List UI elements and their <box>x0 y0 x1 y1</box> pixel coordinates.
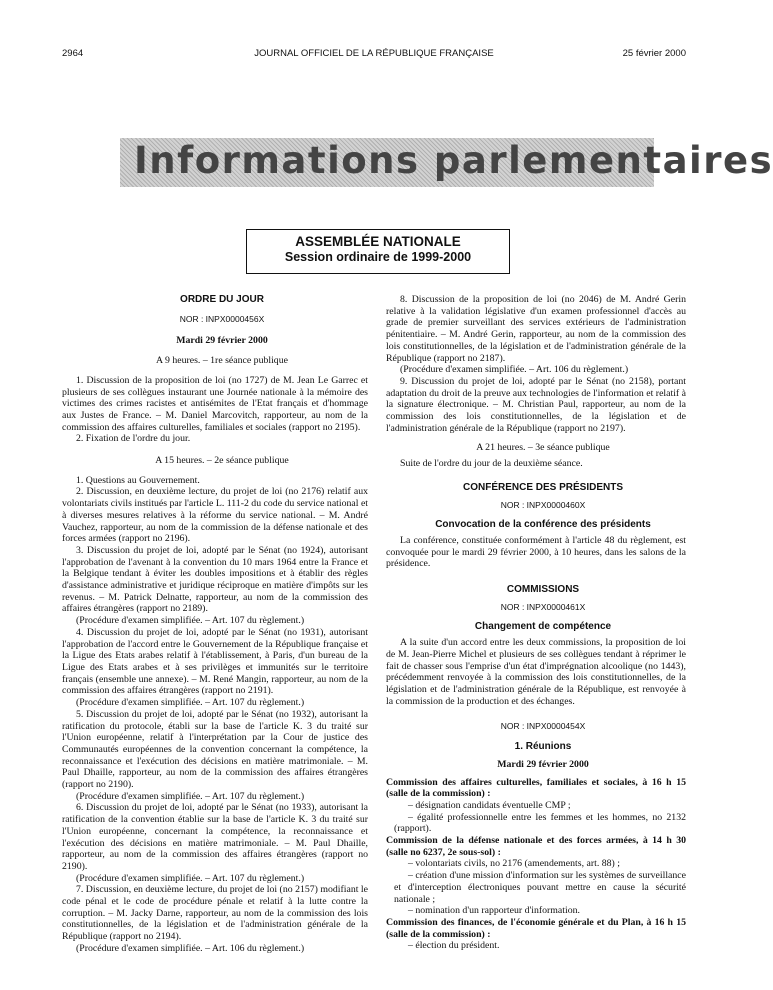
journal-title: JOURNAL OFFICIEL DE LA RÉPUBLIQUE FRANÇAISE <box>254 48 494 59</box>
competence-subheading: Changement de compétence <box>474 621 612 633</box>
nor-reference: NOR : INPX0000461X <box>500 601 586 612</box>
procedure-note: (Procédure d'examen simplifiée. – Art. 106 du règlement.) <box>400 364 629 376</box>
procedure-note: (Procédure d'examen simplifiée. – Art. 107 du règlement.) <box>76 697 305 709</box>
competence-text: A la suite d'un accord entre les deux commissions, la proposition de loi de M. Jean-Pierre Michel et plusieurs de ses collègues tendant à réprimer le fait de chasser sous l'emprise d'un état d'imprégnation alcoolique (no 1443), précédemment renvoyée à la commission des lois constitutionnelles, de la législation et de l'administration générale de la République, est renvoyée à la commission de la production et des échanges. <box>386 637 686 707</box>
session-label: Session ordinaire de 1999-2000 <box>284 250 472 264</box>
agenda-item: 1. Discussion de la proposition de loi (no 1727) de M. Jean Le Garrec et plusieurs de ses collègues instaurant une Journée nationale à la mémoire des victimes des crimes racistes et antisémites de l'Etat français et d'hommage aux Justes de France. – M. Daniel Marcovitch, rapporteur, au nom de la commission des affaires culturelles, familiales et sociales (rapport no 2195). <box>62 374 368 433</box>
agenda-item: 4. Discussion du projet de loi, adopté par le Sénat (no 1931), autorisant l'approbation de l'accord entre le Gouvernement de la République française et la Ligue des Etats arabes relatif à l'établissement, à Paris, d'un bureau de la Ligue des Etats arabes et à ses privilèges et immunités sur le territoire français (ensemble une annexe). – M. René Mangin, rapporteur, au nom de la commission des affaires étrangères (rapport no 2191). <box>62 626 368 697</box>
issue-date: 25 février 2000 <box>622 48 686 59</box>
agenda-item: 2. Fixation de l'ordre du jour. <box>76 433 191 445</box>
agenda-item: 1. Questions au Gouvernement. <box>76 474 200 486</box>
agenda-item: 7. Discussion, en deuxième lecture, du projet de loi (no 2157) modifiant le code pénal et le code de procédure pénale et relatif à la lutte contre la corruption. – M. Jacky Darne, rapporteur, au nom de la commission des lois constitutionnelles, de la législation et de l'administration générale de la République (rapport no 2194). <box>62 884 368 943</box>
procedure-note: (Procédure d'examen simplifiée. – Art. 106 du règlement.) <box>76 942 305 954</box>
assembly-box <box>246 229 510 274</box>
seance-3-text: Suite de l'ordre du jour de la deuxième séance. <box>400 458 583 470</box>
conference-subheading: Convocation de la conférence des présidents <box>435 519 651 531</box>
commission-title: Commission des finances, de l'économie générale et du Plan, à 16 h 15 (salle de la commission) : <box>386 916 686 940</box>
reunions-day: Mardi 29 février 2000 <box>497 758 589 770</box>
agenda-item: 2. Discussion, en deuxième lecture, du projet de loi (no 2176) relatif aux volontariats civils institués par l'article L. 111-2 du code du service national et à diverses mesures relatives à la réforme du service national. – M. André Vauchez, rapporteur, au nom de la commission de la défense nationale et des forces armées (rapport no 2196). <box>62 486 369 545</box>
nor-reference: NOR : INPX0000460X <box>500 499 586 510</box>
nor-reference: NOR : INPX0000454X <box>500 721 586 732</box>
agenda-item: 5. Discussion du projet de loi, adopté par le Sénat (no 1932), autorisant la ratification du protocole, établi sur la base de l'article K. 3 du traité sur l'Union européenne, relatif à l'interprétation par la Cour de justice des Communautés européennes de la convention concernant la compétence, la reconnaissance et l'exécution des décisions en matière matrimoniale. – M. Paul Dhaille, rapporteur, au nom de la commission des affaires étrangères (rapport no 2190). <box>62 708 368 791</box>
agenda-item: 8. Discussion de la proposition de loi (no 2046) de M. André Gerin relative à la validation législative d'un examen professionnel d'accès au grade de premier surveillant des services extérieurs de l'administration pénitentiaire. – M. André Gerin, rapporteur, au nom de la commission des lois constitutionnelles, de la législation et de l'administration générale de la République (rapport no 2187). <box>386 294 686 364</box>
right-column <box>386 294 686 952</box>
procedure-note: (Procédure d'examen simplifiée. – Art. 107 du règlement.) <box>76 790 305 802</box>
list-item: – nomination d'un rapporteur d'information. <box>408 905 580 917</box>
list-item: – égalité professionnelle entre les femmes et les hommes, no 2132 (rapport). <box>394 811 686 835</box>
seance-2-title: A 15 heures. – 2e séance publique <box>155 455 289 467</box>
nor-reference: NOR : INPX0000456X <box>179 313 265 324</box>
commissions-heading: COMMISSIONS <box>506 584 580 596</box>
agenda-heading: ORDRE DU JOUR <box>180 294 264 305</box>
commission-title: Commission de la défense nationale et des forces armées, à 14 h 30 (salle no 6237, 2e sous-sol) : <box>386 835 686 858</box>
conference-text: La conférence, constituée conformément à l'article 48 du règlement, est convoquée pour le mardi 29 février 2000, à 10 heures, dans les salons de la présidence. <box>386 534 686 570</box>
page-number: 2964 <box>62 48 84 59</box>
left-column <box>62 294 368 955</box>
list-item: – volontariats civils, no 2176 (amendements, art. 88) ; <box>408 858 620 870</box>
seance-1-title: A 9 heures. – 1re séance publique <box>156 355 288 367</box>
seance-3-title: A 21 heures. – 3e séance publique <box>476 442 610 454</box>
reunions-heading: 1. Réunions <box>514 741 572 753</box>
list-item: – désignation candidats éventuelle CMP ; <box>408 799 571 811</box>
agenda-item: 6. Discussion du projet de loi, adopté par le Sénat (no 1933), autorisant la ratification de la convention établie sur la base de l'article K. 3 du traité sur l'Union européenne, concernant la compétence, la reconnaissance et l'exécution des décisions en matière matrimoniale. – M. Paul Dhaille, rapporteur, au nom de la commission des affaires étrangères (rapport no 2190). <box>62 802 368 872</box>
assembly-name: ASSEMBLÉE NATIONALE <box>295 234 461 249</box>
conference-heading: CONFÉRENCE DES PRÉSIDENTS <box>462 481 624 493</box>
agenda-day: Mardi 29 février 2000 <box>176 335 268 347</box>
agenda-item: 9. Discussion du projet de loi, adopté par le Sénat (no 2158), portant adaptation du droit de la preuve aux technologies de l'information et relatif à la signature électronique. – M. Christian Paul, rapporteur, au nom de la commission des lois constitutionnelles, de la législation et de l'administration générale de la République (rapport no 2197). <box>386 375 686 434</box>
procedure-note: (Procédure d'examen simplifiée. – Art. 107 du règlement.) <box>76 872 305 884</box>
banner-title: Informations parlementaires <box>134 139 773 182</box>
page-header <box>62 48 686 62</box>
agenda-item: 3. Discussion du projet de loi, adopté par le Sénat (no 1924), autorisant l'approbation de l'avenant à la convention du 10 mars 1964 entre la France et la Belgique tendant à éviter les doubles impositions et à établir des règles d'assistance administrative et juridique réciproque en matière d'impôts sur les revenus. – M. Patrick Delnatte, rapporteur, au nom de la commission des affaires étrangères (rapport no 2189). <box>62 544 368 615</box>
commission-title: Commission des affaires culturelles, familiales et sociales, à 16 h 15 (salle de la commission) : <box>386 776 686 800</box>
procedure-note: (Procédure d'examen simplifiée. – Art. 107 du règlement.) <box>76 615 305 627</box>
list-item: – création d'une mission d'information sur les systèmes de surveillance et d'interception électroniques pouvant mettre en cause la sécurité nationale ; <box>394 870 686 905</box>
list-item: – élection du président. <box>408 940 500 952</box>
section-banner <box>120 138 773 187</box>
